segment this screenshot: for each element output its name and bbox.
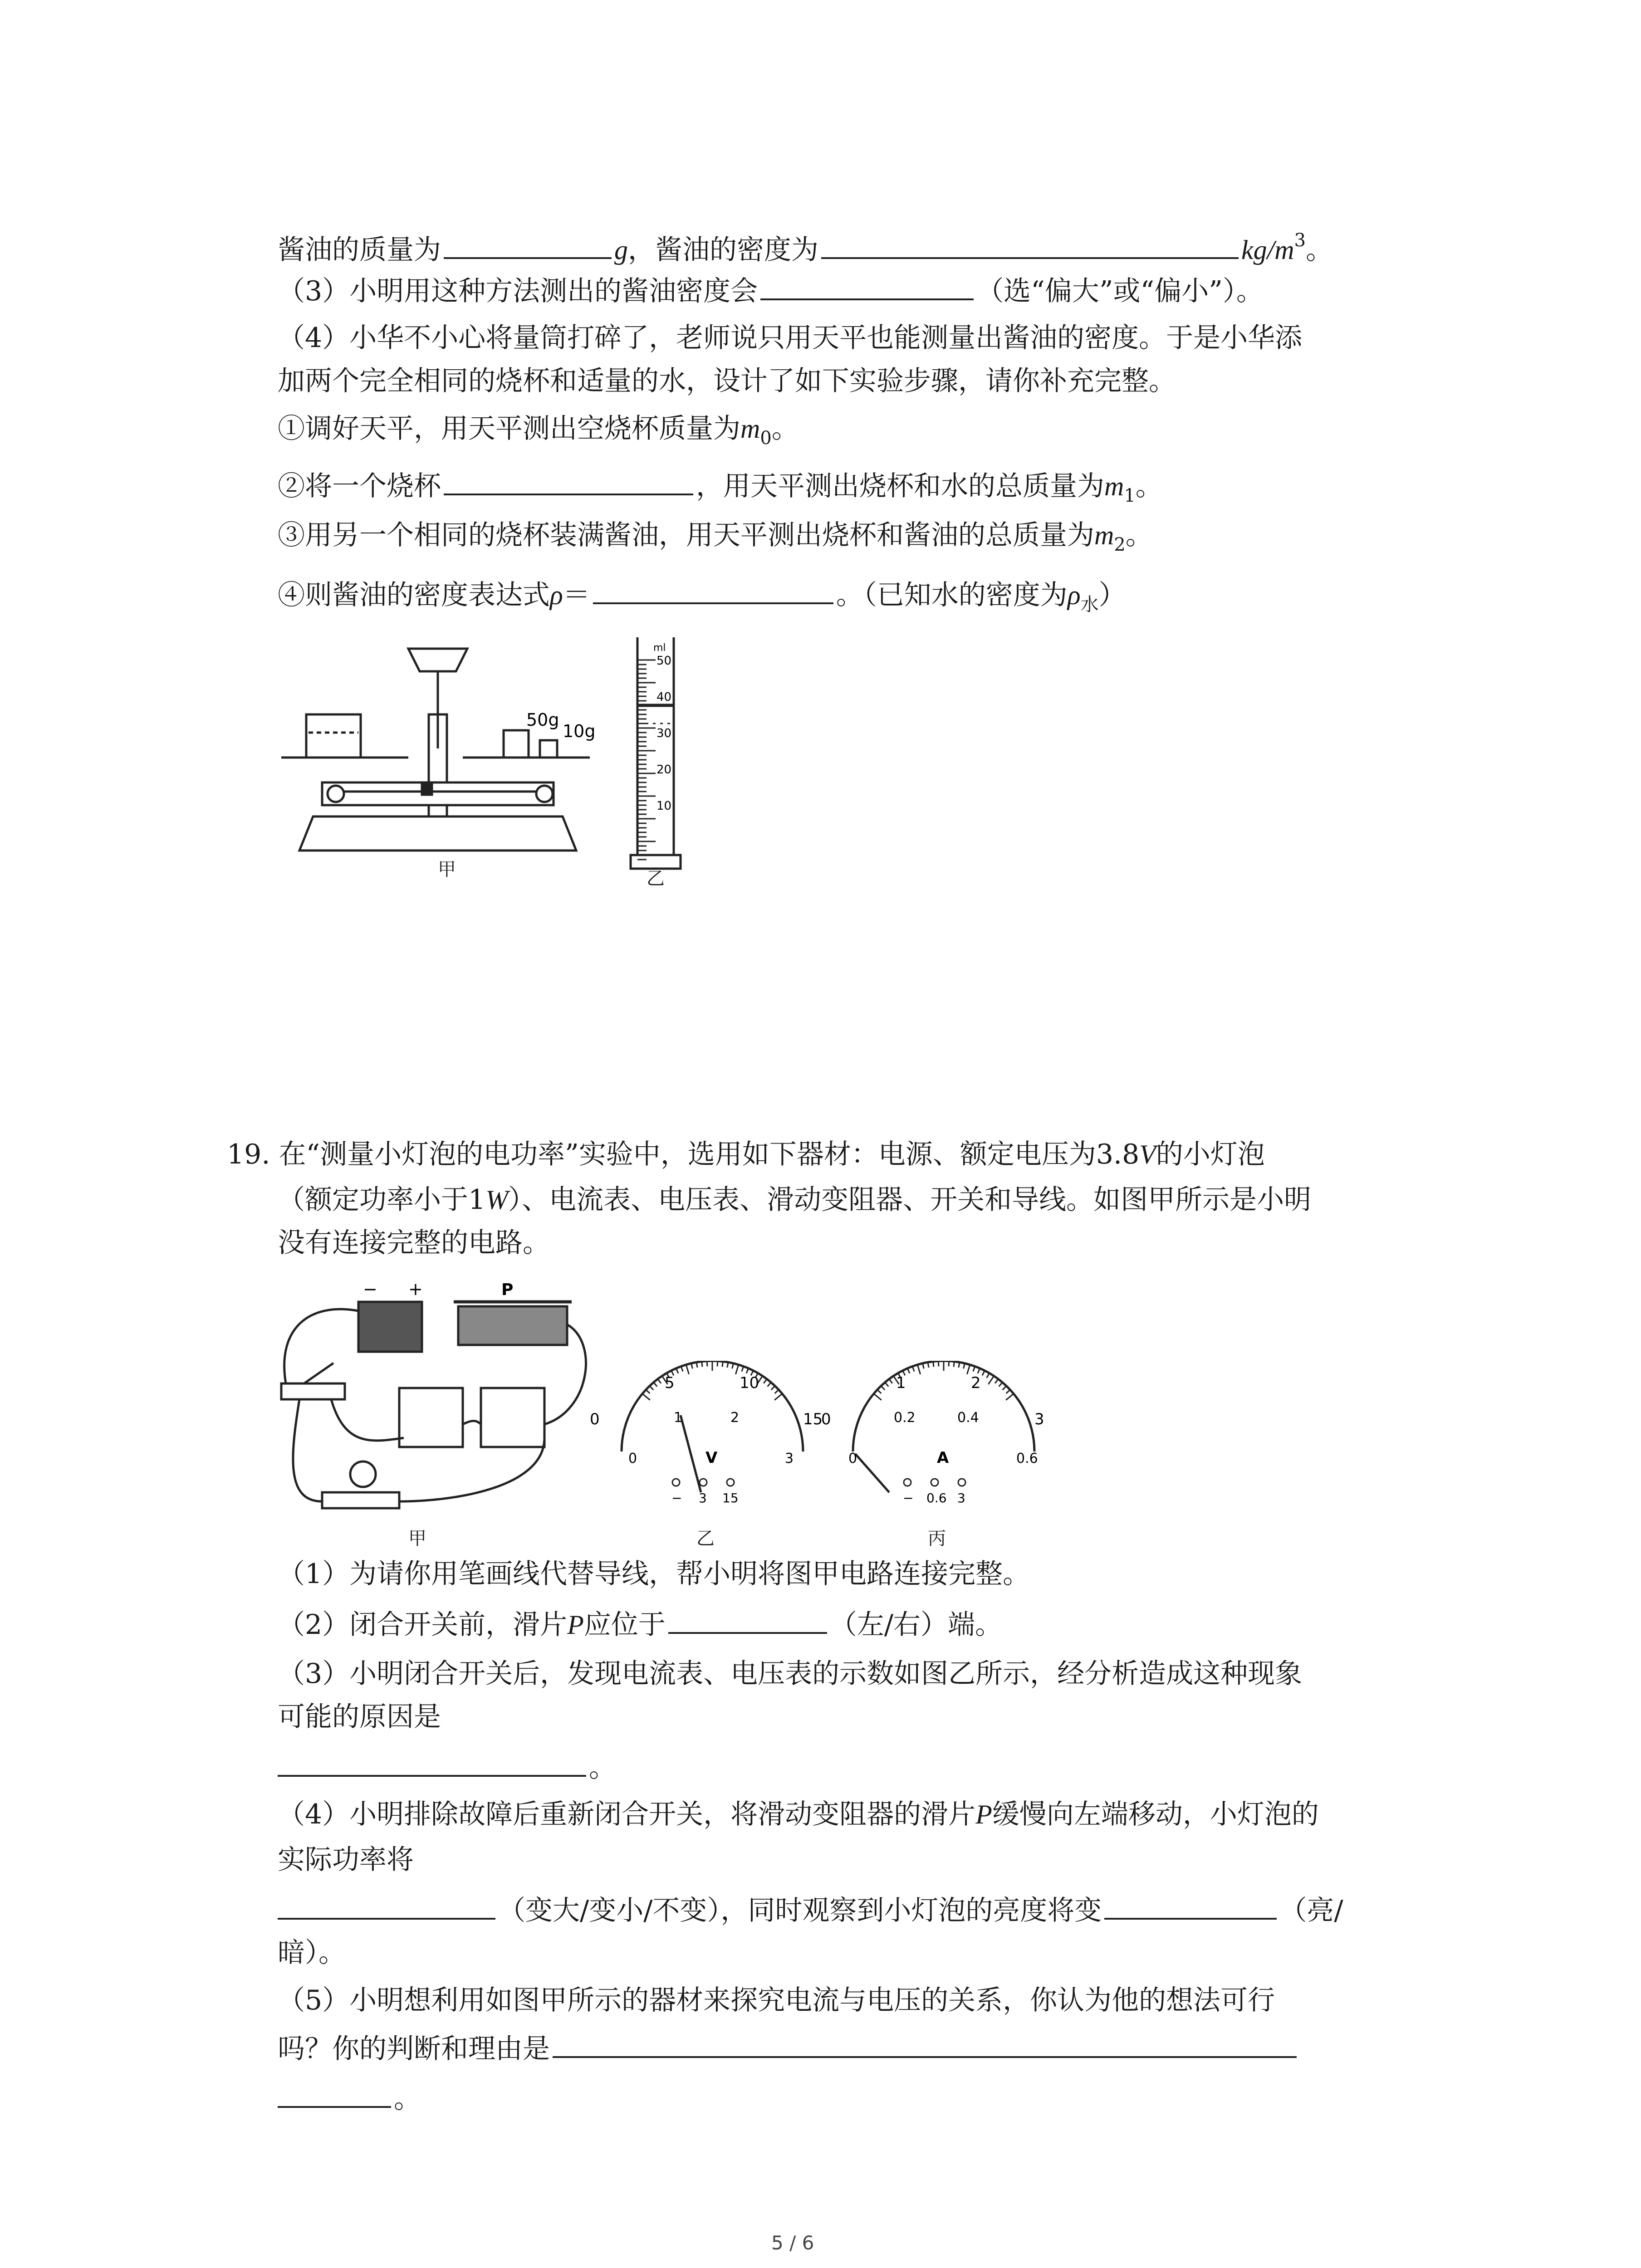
q18-step3: ③用另一个相同的烧杯装满酱油，用天平测出烧杯和酱油的总质量为$m_2$。 [278, 519, 1153, 555]
q19-part3-line2: 可能的原因是 [278, 1701, 441, 1733]
dial-tick [881, 1386, 885, 1390]
answer-blank-reason-cont[interactable] [278, 2080, 391, 2108]
dial-tick [722, 1361, 723, 1367]
volt-inner-2: 2 [730, 1410, 740, 1426]
dial-tick [1003, 1386, 1006, 1390]
volt-inner-1: 1 [674, 1410, 683, 1426]
dial-tick [775, 1390, 779, 1393]
q18-step1: ①调好天平，用天平测出空烧杯质量为$m_0$。 [278, 413, 799, 449]
q19-part4-line3: （变大/变小/不变），同时观察到小灯泡的亮度将变 （亮/ [278, 1892, 1343, 1929]
q19-part4-line2: 实际功率将 [278, 1844, 414, 1876]
fig-label-yi: 乙 [647, 868, 665, 889]
dial-tick [982, 1371, 985, 1376]
dial-tick [917, 1365, 920, 1374]
cylinder-tick-label: 30 [656, 727, 672, 740]
cylinder-tick-label: 40 [656, 690, 672, 704]
amm-inner-04: 0.4 [957, 1410, 979, 1426]
dial-tick [768, 1383, 771, 1387]
q19-line2: （额定功率小于1W）、电流表、电压表、滑动变阻器、开关和导线。如图甲所示是小明 [278, 1184, 1312, 1216]
dial-tick [742, 1366, 744, 1371]
fig-label-circuit-jia: 甲 [408, 1528, 426, 1549]
volt-outer-0: 0 [590, 1410, 600, 1428]
dial-tick [959, 1362, 960, 1368]
q19-part5-line1: （5）小明想利用如图甲所示的器材来探究电流与电压的关系，你认为他的想法可行 [278, 1984, 1275, 2016]
graduated-cylinder [628, 633, 683, 873]
cylinder-tick-label: 20 [656, 763, 672, 777]
volt-term-neg: − [671, 1491, 682, 1505]
q19-part2: （2）闭合开关前，滑片P应位于 （左/右）端。 [278, 1606, 1002, 1643]
volt-term-15: 15 [722, 1491, 739, 1505]
dial-tick [877, 1390, 882, 1393]
battery-plus-label: + [408, 1279, 423, 1299]
dial-tick [999, 1383, 1003, 1387]
volt-term-3: 3 [699, 1491, 707, 1505]
dial-tick [654, 1383, 657, 1387]
dial-tick [912, 1366, 914, 1371]
dial-tick [885, 1383, 889, 1387]
rheostat-p-label: P [501, 1281, 514, 1299]
dial-tick [646, 1390, 650, 1393]
answer-blank-mass[interactable] [444, 231, 612, 259]
dial-tick [1006, 1394, 1014, 1400]
answer-blank-cause[interactable] [278, 1749, 586, 1777]
volt-inner-3: 3 [785, 1451, 794, 1466]
dial-tick [727, 1362, 728, 1368]
answer-blank-step2[interactable] [444, 467, 693, 495]
amm-term-neg: − [903, 1491, 914, 1505]
dial-tick [989, 1376, 994, 1384]
q19-line1: 19. 在“测量小灯泡的电功率”实验中，选用如下器材：电源、额定电压为3.8V的小灯泡 [227, 1139, 1265, 1170]
dial-tick [987, 1373, 989, 1378]
answer-blank-expression[interactable] [593, 576, 833, 604]
dial-tick [938, 1361, 939, 1366]
q18-step4: ④则酱油的密度表达式ρ＝ 。（已知水的密度为$\rho_水$） [278, 576, 1126, 623]
q18-part3: （3）小明用这种方法测出的酱油密度会 （选“偏大”或“偏小”）。 [278, 272, 1264, 309]
answer-blank-density[interactable] [821, 231, 1239, 259]
volt-outer-15: 15 [803, 1410, 823, 1428]
dial-tick [771, 1386, 775, 1390]
page-number: 5 / 6 [771, 2232, 814, 2254]
dial-tick [889, 1379, 892, 1383]
cylinder-ml-label: ml [653, 642, 666, 654]
answer-blank-power[interactable] [278, 1892, 495, 1920]
q19-part3-line1: （3）小明闭合开关后，发现电流表、电压表的示数如图乙所示，经分析造成这种现象 [278, 1658, 1303, 1690]
q19-part5-line2: 吗？你的判断和理由是 [278, 2030, 1299, 2067]
amm-inner-02: 0.2 [894, 1410, 916, 1426]
q19-part1: （1）为请你用笔画线代替导线，帮小明将图甲电路连接完整。 [278, 1558, 1030, 1590]
dial-tick [764, 1379, 767, 1383]
amm-outer-1: 1 [896, 1374, 906, 1392]
cylinder-tick-label: 10 [656, 799, 672, 813]
q18-line-mass-density: 酱油的质量为 g，酱油的密度为 $kg/m^3$。 [278, 230, 1333, 266]
amm-term-3: 3 [957, 1491, 965, 1505]
q19-part3-answer: 。 [278, 1749, 616, 1786]
battery-minus-label: − [363, 1279, 377, 1299]
voltmeter-dial [590, 1361, 826, 1506]
ammeter-needle [855, 1454, 889, 1492]
volt-inner-0: 0 [628, 1451, 637, 1466]
q18-part4-line2: 加两个完全相同的烧杯和适量的水，设计了如下实验步骤，请你补充完整。 [278, 365, 1176, 397]
dial-tick [717, 1361, 718, 1366]
dial-tick [874, 1394, 882, 1400]
dial-tick [1006, 1390, 1010, 1393]
answer-blank-reason[interactable] [553, 2030, 1297, 2058]
dial-tick [933, 1361, 934, 1367]
dial-tick [967, 1365, 970, 1374]
q19-part4-line1: （4）小明排除故障后重新闭合开关，将滑动变阻器的滑片P缓慢向左端移动，小灯泡的 [278, 1799, 1319, 1830]
circuit-figure [272, 1275, 599, 1538]
volt-outer-10: 10 [740, 1374, 759, 1392]
weight-10g-label: 10g [563, 721, 596, 741]
fig-label-circuit-yi: 乙 [696, 1528, 715, 1549]
dial-tick [681, 1366, 683, 1371]
voltmeter-symbol: V [705, 1449, 718, 1467]
q18-part4-line1: （4）小华不小心将量筒打碎了，老师说只用天平也能测量出酱油的密度。于是小华添 [278, 322, 1303, 354]
dial-tick [696, 1362, 697, 1368]
q18-step2: ②将一个烧杯 ，用天平测出烧杯和水的总质量为$m_1$。 [278, 467, 1163, 514]
q19-line3: 没有连接完整的电路。 [278, 1227, 550, 1259]
cylinder-tick-label: 50 [656, 654, 672, 668]
dial-tick [735, 1365, 738, 1374]
dial-tick [995, 1379, 998, 1383]
ammeter-dial [821, 1361, 1057, 1506]
amm-outer-0: 0 [821, 1410, 831, 1428]
dial-tick [928, 1362, 929, 1368]
balance-figure [272, 621, 617, 866]
dial-tick [774, 1394, 782, 1400]
answer-blank-brightness[interactable] [1104, 1892, 1277, 1920]
fig-label-circuit-bing: 丙 [928, 1528, 946, 1549]
voltmeter-needle [681, 1415, 701, 1492]
q19-part4-line4: 暗）。 [278, 1937, 346, 1969]
ammeter-symbol: A [937, 1449, 949, 1467]
amm-outer-3: 3 [1034, 1410, 1044, 1428]
dial-tick [642, 1394, 650, 1400]
q19-part5-line3: 。 [278, 2080, 421, 2117]
volt-outer-5: 5 [665, 1374, 675, 1392]
dial-tick [650, 1386, 653, 1390]
answer-blank-slider-end[interactable] [668, 1606, 827, 1634]
amm-term-06: 0.6 [926, 1491, 947, 1505]
amm-outer-2: 2 [971, 1374, 981, 1392]
amm-inner-0: 0 [848, 1451, 857, 1466]
weight-50g-label: 50g [526, 710, 559, 730]
dial-tick [658, 1379, 661, 1383]
amm-inner-06: 0.6 [1016, 1451, 1038, 1466]
dial-tick [973, 1366, 975, 1371]
dial-tick [686, 1365, 689, 1374]
answer-blank-bias[interactable] [760, 272, 974, 300]
fig-label-jia: 甲 [438, 859, 456, 880]
